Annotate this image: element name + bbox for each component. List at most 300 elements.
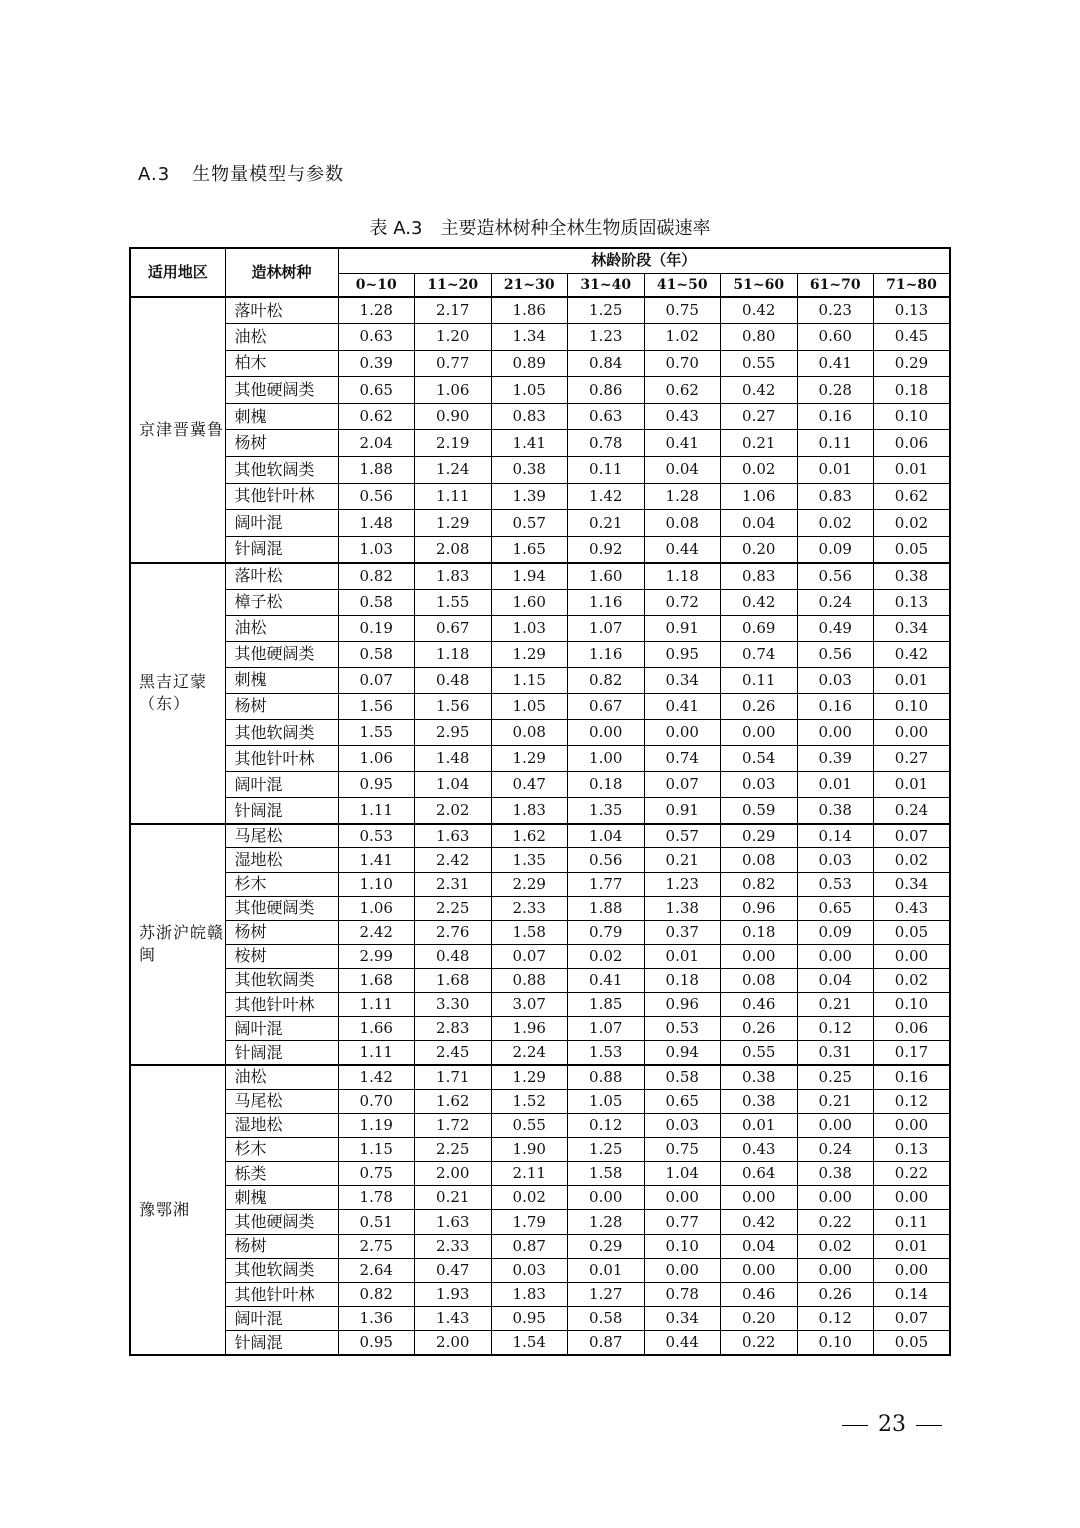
table-row (130, 297, 950, 324)
value-cell: 0.64 (721, 1162, 798, 1186)
species-cell: 针阔混 (225, 536, 338, 563)
table-row (130, 1331, 950, 1355)
table-row (130, 993, 950, 1017)
value-cell: 0.34 (874, 872, 951, 896)
value-cell: 0.63 (338, 324, 415, 351)
value-cell: 0.26 (721, 693, 798, 719)
table-row (130, 377, 950, 404)
value-cell: 0.00 (874, 720, 951, 746)
value-cell: 0.41 (644, 430, 721, 457)
value-cell: 0.47 (491, 772, 568, 798)
value-cell: 0.02 (874, 968, 951, 992)
header-region: 适用地区 (130, 248, 225, 297)
value-cell: 0.01 (874, 457, 951, 484)
value-cell: 0.11 (568, 457, 645, 484)
value-cell: 0.91 (644, 615, 721, 641)
value-cell: 1.62 (415, 1089, 492, 1113)
value-cell: 0.00 (797, 1258, 874, 1282)
table-row (130, 920, 950, 944)
species-cell: 阔叶混 (225, 772, 338, 798)
section-title: 生物量模型与参数 (192, 164, 345, 185)
value-cell: 0.38 (797, 1162, 874, 1186)
table-row (130, 824, 950, 848)
value-cell: 0.00 (874, 944, 951, 968)
section-number: A.3 (138, 164, 171, 185)
value-cell: 0.86 (568, 377, 645, 404)
value-cell: 0.44 (644, 536, 721, 563)
value-cell: 1.28 (644, 483, 721, 510)
value-cell: 0.28 (797, 377, 874, 404)
value-cell: 1.41 (491, 430, 568, 457)
value-cell: 1.65 (491, 536, 568, 563)
species-cell: 其他硬阔类 (225, 377, 338, 404)
value-cell: 0.43 (721, 1137, 798, 1161)
value-cell: 0.87 (568, 1331, 645, 1355)
value-cell: 0.43 (644, 403, 721, 430)
value-cell: 0.38 (721, 1065, 798, 1089)
value-cell: 1.83 (491, 798, 568, 824)
value-cell: 1.27 (568, 1283, 645, 1307)
table-caption (0, 214, 1080, 240)
value-cell: 1.00 (568, 746, 645, 772)
species-cell: 其他软阔类 (225, 720, 338, 746)
header-age-range: 11~20 (415, 273, 492, 297)
value-cell: 1.36 (338, 1307, 415, 1331)
table-row (130, 872, 950, 896)
value-cell: 0.03 (644, 1113, 721, 1137)
header-age-range: 41~50 (644, 273, 721, 297)
species-cell: 马尾松 (225, 1089, 338, 1113)
species-cell: 刺槐 (225, 667, 338, 693)
value-cell: 0.05 (874, 1331, 951, 1355)
value-cell: 1.19 (338, 1113, 415, 1137)
table-row (130, 563, 950, 589)
value-cell: 2.00 (415, 1331, 492, 1355)
value-cell: 0.82 (338, 1283, 415, 1307)
species-cell: 油松 (225, 324, 338, 351)
value-cell: 0.75 (644, 297, 721, 324)
value-cell: 1.11 (338, 1041, 415, 1065)
value-cell: 1.07 (568, 615, 645, 641)
value-cell: 0.01 (797, 457, 874, 484)
table-row (130, 641, 950, 667)
value-cell: 1.55 (415, 589, 492, 615)
table-row (130, 848, 950, 872)
value-cell: 0.95 (491, 1307, 568, 1331)
value-cell: 0.58 (338, 641, 415, 667)
value-cell: 1.15 (491, 667, 568, 693)
table-row (130, 944, 950, 968)
value-cell: 0.65 (644, 1089, 721, 1113)
value-cell: 1.48 (338, 510, 415, 537)
value-cell: 0.18 (874, 377, 951, 404)
value-cell: 0.10 (797, 1331, 874, 1355)
value-cell: 0.39 (797, 746, 874, 772)
value-cell: 0.06 (874, 430, 951, 457)
value-cell: 0.02 (797, 1234, 874, 1258)
value-cell: 1.42 (568, 483, 645, 510)
table-row (130, 746, 950, 772)
carbon-rate-table (129, 247, 951, 1356)
value-cell: 0.00 (797, 1113, 874, 1137)
species-cell: 刺槐 (225, 403, 338, 430)
value-cell: 1.25 (568, 1137, 645, 1161)
value-cell: 0.56 (797, 563, 874, 589)
value-cell: 0.18 (721, 920, 798, 944)
value-cell: 0.07 (874, 824, 951, 848)
value-cell: 0.02 (874, 510, 951, 537)
value-cell: 1.05 (491, 377, 568, 404)
value-cell: 0.96 (644, 993, 721, 1017)
table-row (130, 1089, 950, 1113)
value-cell: 0.55 (721, 1041, 798, 1065)
species-cell: 针阔混 (225, 1041, 338, 1065)
value-cell: 1.56 (338, 693, 415, 719)
species-cell: 杨树 (225, 920, 338, 944)
species-cell: 樟子松 (225, 589, 338, 615)
value-cell: 1.05 (568, 1089, 645, 1113)
value-cell: 0.10 (874, 693, 951, 719)
value-cell: 0.54 (721, 746, 798, 772)
value-cell: 1.88 (338, 457, 415, 484)
value-cell: 1.10 (338, 872, 415, 896)
value-cell: 1.29 (491, 1065, 568, 1089)
value-cell: 0.41 (644, 693, 721, 719)
value-cell: 0.13 (874, 1137, 951, 1161)
value-cell: 0.02 (874, 848, 951, 872)
value-cell: 1.83 (415, 563, 492, 589)
value-cell: 0.92 (568, 536, 645, 563)
value-cell: 0.44 (644, 1331, 721, 1355)
species-cell: 落叶松 (225, 297, 338, 324)
value-cell: 0.12 (568, 1113, 645, 1137)
value-cell: 1.68 (338, 968, 415, 992)
species-cell: 针阔混 (225, 1331, 338, 1355)
value-cell: 0.78 (644, 1283, 721, 1307)
table-row (130, 1283, 950, 1307)
header-age-range: 0~10 (338, 273, 415, 297)
value-cell: 0.10 (644, 1234, 721, 1258)
value-cell: 0.10 (874, 403, 951, 430)
value-cell: 1.04 (415, 772, 492, 798)
species-cell: 其他硬阔类 (225, 641, 338, 667)
value-cell: 1.60 (568, 563, 645, 589)
value-cell: 1.11 (338, 798, 415, 824)
value-cell: 0.29 (874, 350, 951, 377)
value-cell: 1.06 (721, 483, 798, 510)
value-cell: 1.78 (338, 1186, 415, 1210)
value-cell: 2.45 (415, 1041, 492, 1065)
value-cell: 0.55 (721, 350, 798, 377)
value-cell: 0.12 (797, 1017, 874, 1041)
value-cell: 2.64 (338, 1258, 415, 1282)
value-cell: 0.88 (568, 1065, 645, 1089)
value-cell: 1.38 (644, 896, 721, 920)
value-cell: 1.07 (568, 1017, 645, 1041)
value-cell: 0.82 (568, 667, 645, 693)
value-cell: 3.30 (415, 993, 492, 1017)
table-body (130, 297, 950, 1355)
value-cell: 0.45 (874, 324, 951, 351)
value-cell: 1.18 (644, 563, 721, 589)
value-cell: 0.22 (797, 1210, 874, 1234)
value-cell: 0.02 (797, 510, 874, 537)
value-cell: 0.21 (644, 848, 721, 872)
species-cell: 阔叶混 (225, 510, 338, 537)
value-cell: 0.41 (797, 350, 874, 377)
value-cell: 1.94 (491, 563, 568, 589)
value-cell: 1.18 (415, 641, 492, 667)
value-cell: 0.26 (797, 1283, 874, 1307)
value-cell: 0.48 (415, 667, 492, 693)
value-cell: 0.01 (874, 772, 951, 798)
table-row (130, 350, 950, 377)
value-cell: 1.58 (491, 920, 568, 944)
value-cell: 1.63 (415, 824, 492, 848)
value-cell: 0.18 (568, 772, 645, 798)
value-cell: 1.66 (338, 1017, 415, 1041)
value-cell: 1.28 (338, 297, 415, 324)
value-cell: 0.11 (721, 667, 798, 693)
value-cell: 0.58 (338, 589, 415, 615)
value-cell: 0.17 (874, 1041, 951, 1065)
value-cell: 0.08 (644, 510, 721, 537)
value-cell: 1.96 (491, 1017, 568, 1041)
value-cell: 0.29 (568, 1234, 645, 1258)
value-cell: 2.08 (415, 536, 492, 563)
value-cell: 0.00 (644, 1186, 721, 1210)
table-row (130, 772, 950, 798)
value-cell: 2.95 (415, 720, 492, 746)
value-cell: 0.96 (721, 896, 798, 920)
value-cell: 0.22 (874, 1162, 951, 1186)
value-cell: 0.01 (874, 1234, 951, 1258)
value-cell: 2.33 (491, 896, 568, 920)
value-cell: 0.16 (797, 403, 874, 430)
value-cell: 0.82 (721, 872, 798, 896)
value-cell: 0.24 (874, 798, 951, 824)
table-row (130, 536, 950, 563)
value-cell: 0.72 (644, 589, 721, 615)
value-cell: 0.18 (644, 968, 721, 992)
species-cell: 其他针叶林 (225, 746, 338, 772)
species-cell: 其他软阔类 (225, 457, 338, 484)
value-cell: 0.01 (644, 944, 721, 968)
value-cell: 1.34 (491, 324, 568, 351)
value-cell: 1.71 (415, 1065, 492, 1089)
value-cell: 0.03 (797, 848, 874, 872)
value-cell: 0.75 (338, 1162, 415, 1186)
value-cell: 2.83 (415, 1017, 492, 1041)
species-cell: 油松 (225, 615, 338, 641)
value-cell: 2.31 (415, 872, 492, 896)
value-cell: 1.62 (491, 824, 568, 848)
value-cell: 0.77 (415, 350, 492, 377)
species-cell: 其他硬阔类 (225, 1210, 338, 1234)
value-cell: 0.95 (644, 641, 721, 667)
value-cell: 0.21 (568, 510, 645, 537)
value-cell: 0.34 (644, 1307, 721, 1331)
value-cell: 0.77 (644, 1210, 721, 1234)
value-cell: 2.04 (338, 430, 415, 457)
value-cell: 0.65 (797, 896, 874, 920)
value-cell: 0.09 (797, 536, 874, 563)
value-cell: 0.07 (874, 1307, 951, 1331)
species-cell: 阔叶混 (225, 1017, 338, 1041)
species-cell: 其他硬阔类 (225, 896, 338, 920)
value-cell: 1.58 (568, 1162, 645, 1186)
header-age-range: 51~60 (721, 273, 798, 297)
table-row (130, 615, 950, 641)
value-cell: 1.25 (568, 297, 645, 324)
value-cell: 0.83 (721, 563, 798, 589)
value-cell: 0.46 (721, 1283, 798, 1307)
value-cell: 0.82 (338, 563, 415, 589)
value-cell: 0.03 (797, 667, 874, 693)
value-cell: 1.54 (491, 1331, 568, 1355)
value-cell: 0.16 (874, 1065, 951, 1089)
value-cell: 0.38 (721, 1089, 798, 1113)
header-age-range: 31~40 (568, 273, 645, 297)
value-cell: 0.70 (338, 1089, 415, 1113)
value-cell: 0.24 (797, 1137, 874, 1161)
value-cell: 2.99 (338, 944, 415, 968)
value-cell: 0.11 (797, 430, 874, 457)
value-cell: 1.93 (415, 1283, 492, 1307)
region-cell: 豫鄂湘 (130, 1065, 225, 1355)
value-cell: 1.06 (338, 746, 415, 772)
species-cell: 阔叶混 (225, 1307, 338, 1331)
header-age-range: 61~70 (797, 273, 874, 297)
value-cell: 2.42 (415, 848, 492, 872)
species-cell: 栎类 (225, 1162, 338, 1186)
value-cell: 0.56 (338, 483, 415, 510)
table-row (130, 483, 950, 510)
value-cell: 0.05 (874, 920, 951, 944)
value-cell: 0.07 (644, 772, 721, 798)
table-row (130, 510, 950, 537)
value-cell: 0.47 (415, 1258, 492, 1282)
value-cell: 1.41 (338, 848, 415, 872)
table-row (130, 1234, 950, 1258)
species-cell: 杉木 (225, 872, 338, 896)
value-cell: 3.07 (491, 993, 568, 1017)
value-cell: 0.03 (721, 772, 798, 798)
header-row (130, 248, 950, 273)
species-cell: 落叶松 (225, 563, 338, 589)
value-cell: 0.88 (491, 968, 568, 992)
page-number: 23 (878, 1412, 906, 1437)
value-cell: 0.25 (797, 1065, 874, 1089)
value-cell: 0.34 (644, 667, 721, 693)
value-cell: 0.01 (797, 772, 874, 798)
region-cell: 苏浙沪皖赣闽 (130, 824, 225, 1065)
value-cell: 0.00 (721, 1258, 798, 1282)
region-cell: 黑吉辽蒙（东） (130, 563, 225, 824)
value-cell: 0.57 (644, 824, 721, 848)
value-cell: 0.53 (644, 1017, 721, 1041)
value-cell: 1.11 (415, 483, 492, 510)
value-cell: 0.04 (721, 510, 798, 537)
value-cell: 0.01 (568, 1258, 645, 1282)
table-row (130, 324, 950, 351)
value-cell: 0.20 (721, 536, 798, 563)
value-cell: 1.85 (568, 993, 645, 1017)
value-cell: 0.01 (721, 1113, 798, 1137)
value-cell: 0.08 (721, 968, 798, 992)
value-cell: 0.56 (797, 641, 874, 667)
value-cell: 0.00 (644, 1258, 721, 1282)
table-row (130, 589, 950, 615)
table-row (130, 720, 950, 746)
value-cell: 1.29 (491, 746, 568, 772)
value-cell: 0.26 (721, 1017, 798, 1041)
value-cell: 0.04 (797, 968, 874, 992)
table-row (130, 1307, 950, 1331)
value-cell: 1.03 (491, 615, 568, 641)
value-cell: 0.42 (721, 297, 798, 324)
value-cell: 2.11 (491, 1162, 568, 1186)
value-cell: 0.21 (797, 993, 874, 1017)
value-cell: 0.42 (721, 377, 798, 404)
value-cell: 1.11 (338, 993, 415, 1017)
value-cell: 0.62 (338, 403, 415, 430)
table-row (130, 667, 950, 693)
value-cell: 1.04 (644, 1162, 721, 1186)
table-row (130, 1017, 950, 1041)
value-cell: 1.29 (415, 510, 492, 537)
value-cell: 1.39 (491, 483, 568, 510)
value-cell: 0.08 (721, 848, 798, 872)
value-cell: 1.83 (491, 1283, 568, 1307)
value-cell: 0.90 (415, 403, 492, 430)
value-cell: 0.42 (721, 589, 798, 615)
species-cell: 马尾松 (225, 824, 338, 848)
value-cell: 0.00 (874, 1113, 951, 1137)
value-cell: 0.62 (644, 377, 721, 404)
value-cell: 0.21 (721, 430, 798, 457)
value-cell: 0.02 (568, 944, 645, 968)
value-cell: 1.35 (568, 798, 645, 824)
page-dash-left (842, 1425, 868, 1426)
value-cell: 0.29 (721, 824, 798, 848)
species-cell: 桉树 (225, 944, 338, 968)
value-cell: 0.31 (797, 1041, 874, 1065)
value-cell: 1.02 (644, 324, 721, 351)
value-cell: 1.06 (415, 377, 492, 404)
value-cell: 0.14 (797, 824, 874, 848)
value-cell: 0.60 (797, 324, 874, 351)
value-cell: 0.58 (568, 1307, 645, 1331)
value-cell: 0.07 (491, 944, 568, 968)
species-cell: 湿地松 (225, 1113, 338, 1137)
species-cell: 其他软阔类 (225, 1258, 338, 1282)
table-header (130, 248, 950, 297)
value-cell: 0.06 (874, 1017, 951, 1041)
value-cell: 0.38 (491, 457, 568, 484)
value-cell: 0.08 (491, 720, 568, 746)
value-cell: 0.21 (415, 1186, 492, 1210)
value-cell: 0.80 (721, 324, 798, 351)
value-cell: 0.00 (797, 1186, 874, 1210)
value-cell: 0.14 (874, 1283, 951, 1307)
header-species: 造林树种 (225, 248, 338, 297)
table-title: 主要造林树种全林生物质固碳速率 (440, 218, 711, 239)
value-cell: 2.29 (491, 872, 568, 896)
value-cell: 0.10 (874, 993, 951, 1017)
page-footer (832, 1412, 952, 1437)
value-cell: 0.56 (568, 848, 645, 872)
